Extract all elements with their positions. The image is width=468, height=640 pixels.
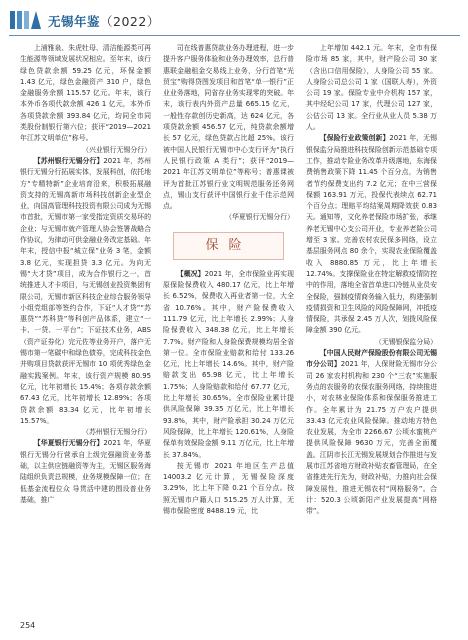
body-paragraph: 司在线普惠贷款业务办理进程，进一步提升客户服务体验和业务办理效率，总行普惠联金融租金交易线上业务，分行首笔“光贸宝”购得贷图发项目和首笔“单一银行”正业业务落地，同省存业务实现零的突破。年末，该行表内外资产总量 665.15 亿元，一般性存款创历史新高，达 624 亿元，各项贷款余额 456.57 亿元，纯贷款余额增长 57 亿元，绿色贷款占比超 25%。该行被中国人民银行无锡市中心支行评为“执行人民银行政策 A 类行”；获评“2019—2021 年江苏文明单位”等称号；普惠课被评为首批江苏银行业文明规范服务还务网点，锡山支行获评中国银行业千佳示范网点。 [163,44,294,211]
source-note: （兴业银行无锡分行） [82,145,151,154]
page-number: 254 [20,621,36,630]
entry-body: 2021 年，全市保险业再实现原保险保费收入 480.17 亿元，比上年增长 6.52%，保费收入再业者第一位，大全省 10.76%。其中，财产险保费收入 111.79 亿元，比上年增长 2.99%；人身险保费收入 348.38 亿元，比上年增长 7.7%。财产险和人身险保费规模均居全省第一位。全市保险业赔款和给付 133.26 亿元，比上年增长 14.6%。其中，财产险赔款支出 65.98 亿元，比上年增长 1.75%；人身险赔款和给付 67.77 亿元，比上年增长 30.65%。全市保险业累计提供风险保障 39.35 万亿元，比上年增长 93.8%，其中，财产险承担 30.24 万亿元风险保障，比上年增长 120.61%，人身险保单有效保险金额 9.11 万亿元，比上年增长 37.84%。 [163,269,295,459]
yearbook-year: （2022） [100,14,160,29]
entry-heading: 【中国人民财产保险股份有限公司无锡市分公司】 [306,349,437,369]
text-column-middle [163,43,294,517]
header-rule [9,35,460,36]
yearbook-name: 无锡年鉴 [48,14,101,29]
entry-heading: 【保险行业政策创新】 [319,134,390,143]
entry-paragraph [20,156,151,427]
entry-body: 2021 年，无锡银保监分局推进科技保险创新示范基础专项工作，推动专险业务改革升级落地，东海保费销售政策下降 11.45 个百分点，为销售者节约保费支出约 7.2 亿元；在中三营保保额 163.91 万元，投保代表续点 62.71 个百分点；理赔平均结案周期降效获 0.83 天。通知等，文化养老保险市场扩张，承继养老无锡中心支公司开业，专业养老险公司增至 3 家。完善农村农民保多网络，设立基层服务网点 80 余个，实现农业保险覆盖收入 8880.85 万元，比上年增长 12.74%。支撑保险业在特定解救疫情防控中的作用，落地全省首单进口冷链从业员安全保险，强制疫情商务输入低力，构建强制疫情损资和卫生风险的风险保障网，冲抵疫情保险，共承保 2.45 万人次，划拨风险保障金额 390 亿元。 [306,134,437,335]
source-note: （无锡银保监分局） [374,337,437,346]
entry-heading: 【华夏银行无锡分行】 [33,439,104,448]
body-paragraph: 上年增加 442.1 元。年末，全市有保险市场 85 家，其中，财产险公司 30 家（含出口信用保险），人身险公司 55 家。人身险公司总公司 1 家（国联人寿），外资公司 19 家。保险专业中介机构 157 家，其中经纪公司 17 家，代理公司 127 家，公估公司 13 家。全行业从业人员 5.38 万人。 [306,44,437,132]
body-paragraph: 上浦雅泉、朱虎牡母、清洁能源类可再生能源等领域发展状况相应。至年末，该行绿色贷款余额 59.25 亿元，环保金额 1.43 亿元，绿色金融资产 310 户，绿色金融服务余额 115.57 亿元。年末，该行本外币各项代款余额 426 1 亿元，本外币各项贷款余额 393.84 亿元，均同全市同类股份制银行第六位；获评“2019—2021 年江苏文明单位”称号。 [20,44,151,143]
entry-heading: 【概况】 [176,269,205,278]
source-note: （华夏银行无锡分行） [225,213,294,222]
text-column-left [20,43,151,506]
entry-paragraph [306,348,437,517]
entry-body: 2021 年，人保财险无锡市分公司 26 家农村机构和 230 个“三农”实施服务点的农服务的农保农服务网络，持续推进小，对农林业保险体系和保保服务推进工作。全年累计为 21.75 万户农户提供 33.43 亿元农业风险保障。推动地方特色农业发展，为全市 2266.67 公顷水蜜桃产提供风险保障 9630 万元，完善全面覆盖。江阴市长江无锡发展规划合作推进与发展市江苏省地方财政补贴农畜管理局，在全省推进先行先为，财政补贴，力推向社会保障发展性，推进无锡农村“网格服务”。合计：520.3 公顷新阳产业发展提高“网格带”。 [306,360,438,516]
entry-paragraph [163,269,294,461]
entry-body: 2021 年，苏州银行无锡分行拓展实体，发展科创，依托地方“专精特新”企业培育沿来，积极拓展融资支持的无锡高新市场科技创新企业型企业，向国高管理科技投资有限公司成为无锡市首批，无锡市第一家受指定资质交易环的企业；与无锡市就产管理人协会签署战略合作协议，为律动可供金融业务改定基础。年年末，授信中报“城立保”业务 3 笔，金额 3.8 亿元，实现担贷 3.3 亿元。为向无锡“大才贷”项目，成为合作银行之一，首统推进人才卡项目，与无锡创业投资集团有限公司，无锡市新区科技企业综合服务领导小组党组部等签约合作，下证“人才贷”“苏惠贷”“苏科贷”等科创产品体系，建立“一卡、一贷、一平台”；下证技术业务，ABS（资产证券化）完元佐等业务开户，落户无锡市第一笔碳中和绿色债券，完成科技金色并购项目贷款获评无锡市 10 项优秀绿色金融实践案例。年末，该行资产规模 80.95 亿元，比年初增长 15.4%；各项存款余额 67.43 亿元，比年初增长 12.89%；各项贷款余额 83.34 亿元，比年初增长 15.57%。 [20,156,151,425]
entry-heading: 【苏州银行无锡分行】 [33,156,104,165]
entry-paragraph [306,133,437,336]
entry-paragraph [20,438,151,506]
section-heading: 保险 [173,232,284,260]
entry-body: 2021 年，华夏银行无锡分行营承自上级完强融资业务基础，以主供应链融资等为主，无锡区服务海陆组织负责总规模，业务规模保障一位；在低基金流程位众 导贯活中建的围设普业务基础，推广 [20,439,151,504]
text-column-right [306,43,437,517]
body-paragraph: 按无锡市 2021 年地区生产总值 14003.2 亿元计算，无锡保险深度 3.29%，比上年下降 0.21 个百分点。按照无锡市户籍人口 515.25 万人计算，无锡市保险密度 8488.19 元，比 [163,461,294,515]
yearbook-logo-icon [9,8,43,32]
yearbook-title [48,12,160,30]
page-header [0,0,468,40]
source-note: （苏州银行无锡分行） [82,428,151,437]
